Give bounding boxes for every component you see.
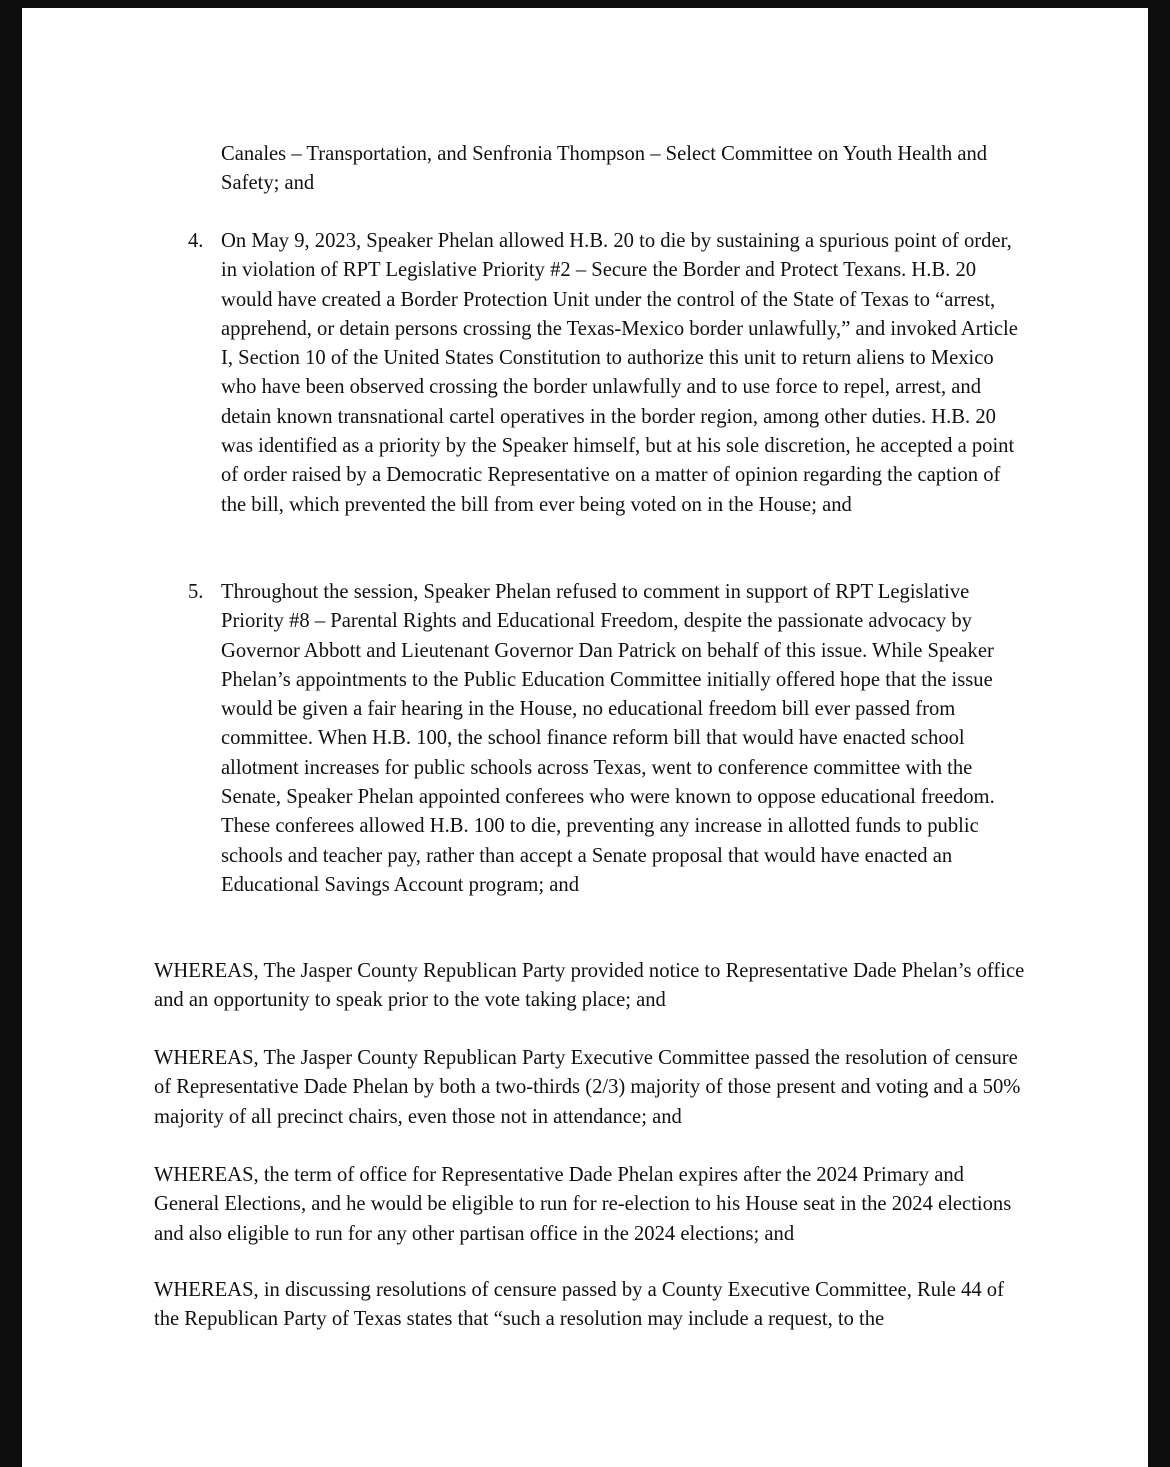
list-item-4: [188, 227, 1021, 520]
list-item-text: Throughout the session, Speaker Phelan refused to comment in support of RPT Legislative Priority #8 – Parental Rights and Educational Freedom, despite the passionate advocacy by Governor Abbott and Lieutenant Governor Dan Patrick on behalf of this issue. While Speaker Phelan’s appointments to the Public Education Committee initially offered hope that the issue would be given a fair hearing in the House, no educational freedom bill ever passed from committee. When H.B. 100, the school finance reform bill that would have enacted school allotment increases for public schools across Texas, went to conference committee with the Senate, Speaker Phelan appointed conferees who were known to oppose educational freedom. These conferees allowed H.B. 100 to die, preventing any increase in allotted funds to public schools and teacher pay, rather than accept a Senate proposal that would have enacted an Educational Savings Account program; and: [221, 581, 995, 896]
whereas-paragraph-4: WHEREAS, in discussing resolutions of censure passed by a County Executive Committee, Rule 44 of the Republican Party of Texas states that “such a resolution may include a request, to the: [154, 1279, 1004, 1331]
list-item-number: 5.: [188, 581, 204, 603]
continuation-paragraph: Canales – Transportation, and Senfronia Thompson – Select Committee on Youth Health and Safety; and: [221, 143, 988, 195]
whereas-paragraph-3: WHEREAS, the term of office for Representative Dade Phelan expires after the 2024 Primary and General Elections, and he would be eligible to run for re-election to his House seat in the 2024 elections and also eligible to run for any other partisan office in the 2024 elections; and: [154, 1164, 1012, 1245]
whereas-paragraph-2: WHEREAS, The Jasper County Republican Party Executive Committee passed the resolution of censure of Representative Dade Phelan by both a two-thirds (2/3) majority of those present and voting and a 50% majority of all precinct chairs, even those not in attendance; and: [154, 1047, 1021, 1128]
list-item-5: [188, 578, 1021, 900]
whereas-paragraph-1: WHEREAS, The Jasper County Republican Party provided notice to Representative Dade Phelan’s office and an opportunity to speak prior to the vote taking place; and: [154, 960, 1025, 1012]
list-item-number: 4.: [188, 230, 204, 252]
list-item-text: On May 9, 2023, Speaker Phelan allowed H.B. 20 to die by sustaining a spurious point of order, in violation of RPT Legislative Priority #2 – Secure the Border and Protect Texans. H.B. 20 would have created a Border Protection Unit under the control of the State of Texas to “arrest, apprehend, or detain persons crossing the Texas-Mexico border unlawfully,” and invoked Article I, Section 10 of the United States Constitution to authorize this unit to return aliens to Mexico who have been observed crossing the border unlawfully and to use force to repel, arrest, and detain known transnational cartel operatives in the border region, among other duties. H.B. 20 was identified as a priority by the Speaker himself, but at his sole discretion, he accepted a point of order raised by a Democratic Representative on a matter of opinion regarding the caption of the bill, which prevented the bill from ever being voted on in the House; and: [221, 230, 1018, 516]
document-page: [22, 8, 1148, 1467]
